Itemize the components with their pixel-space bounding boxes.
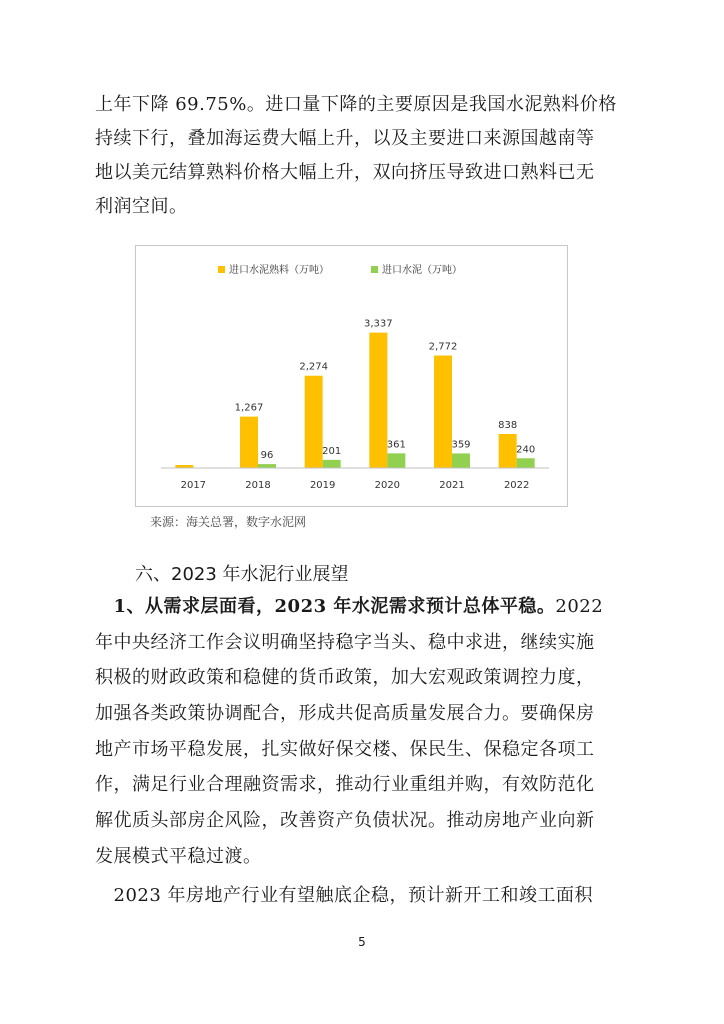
- text-line: 地产市场平稳发展，扎实做好保交楼、保民生、保稳定各项工: [95, 738, 595, 760]
- data-label: 96: [260, 450, 274, 462]
- legend-label-cement: 进口水泥（万吨）: [382, 265, 462, 276]
- data-label: 240: [516, 444, 536, 456]
- bar-cement: [387, 453, 405, 468]
- bar-cement: [258, 464, 276, 468]
- x-tick-labels: [181, 480, 530, 491]
- bar-clinker: [499, 434, 517, 468]
- bar-clinker: [305, 376, 323, 468]
- legend-swatch-clinker: [218, 266, 225, 273]
- paragraph-real-estate: [95, 879, 635, 913]
- paragraph-demand-outlook: [95, 589, 635, 875]
- data-label: 838: [498, 420, 518, 432]
- x-tick-label: 2020: [374, 480, 401, 491]
- data-label: 2,772: [428, 341, 458, 353]
- text-line: 积极的财政政策和稳健的货币政策，加大宏观政策调控力度，: [95, 667, 595, 689]
- chart-bars: [175, 319, 535, 468]
- section-heading: 六、2023 年水泥行业展望: [135, 564, 349, 585]
- chart-source-note: 来源：海关总署，数字水泥网: [150, 515, 307, 529]
- x-tick-label: 2021: [439, 480, 465, 491]
- text-line: 作，满足行业合理融资需求，推动行业重组并购，有效防范化: [95, 774, 595, 796]
- text-line: 发展模式平稳过渡。: [95, 845, 262, 867]
- data-label: 359: [451, 439, 471, 451]
- text-line: 加强各类政策协调配合，形成共促高质量发展合力。要确保房: [95, 703, 595, 725]
- bar-clinker: [369, 333, 387, 468]
- data-label: 1,267: [234, 402, 264, 414]
- text-line: 2023 年房地产行业有望触底企稳，预计新开工和竣工面积: [95, 885, 594, 906]
- x-tick-label: 2022: [503, 480, 530, 491]
- x-tick-label: 2017: [180, 480, 207, 491]
- bar-clinker: [434, 356, 452, 468]
- text-line: 持续下行，叠加海运费大幅上升，以及主要进口来源国越南等: [95, 128, 595, 149]
- text-line: [95, 589, 635, 625]
- page-number: 5: [358, 935, 366, 949]
- x-tick-label: 2018: [245, 480, 271, 491]
- data-label: 3,337: [364, 318, 393, 330]
- text-line: 地以美元结算熟料价格大幅上升，双向挤压导致进口熟料已无: [95, 162, 595, 183]
- legend-label-clinker: 进口水泥熟料（万吨）: [229, 265, 329, 276]
- bold-lead-sentence: 1、从需求层面看，2023 年水泥需求预计总体平稳。: [113, 596, 556, 617]
- paragraph-import-decline: [95, 88, 635, 224]
- text-fragment: 2022: [555, 596, 604, 617]
- bar-clinker: [240, 417, 258, 468]
- legend-swatch-cement: [371, 266, 378, 273]
- bar-cement: [323, 460, 341, 468]
- text-line: 上年下降 69.75%。进口量下降的主要原因是我国水泥熟料价格: [95, 94, 617, 115]
- text-line: 解优质头部房企风险，改善资产负债状况。推动房地产业向新: [95, 810, 595, 832]
- text-line: 利润空间。: [95, 196, 188, 217]
- chart-legend: [218, 263, 462, 276]
- bar-cement: [452, 453, 470, 468]
- bar-cement: [517, 458, 535, 468]
- data-label: 361: [386, 439, 406, 451]
- chart-svg: [136, 246, 567, 506]
- data-label: 2,274: [299, 361, 328, 373]
- text-line: 年中央经济工作会议明确坚持稳字当头、稳中求进，继续实施: [95, 631, 595, 653]
- import-bar-chart: [135, 245, 568, 507]
- data-label: 201: [322, 445, 342, 457]
- x-tick-label: 2019: [309, 480, 336, 491]
